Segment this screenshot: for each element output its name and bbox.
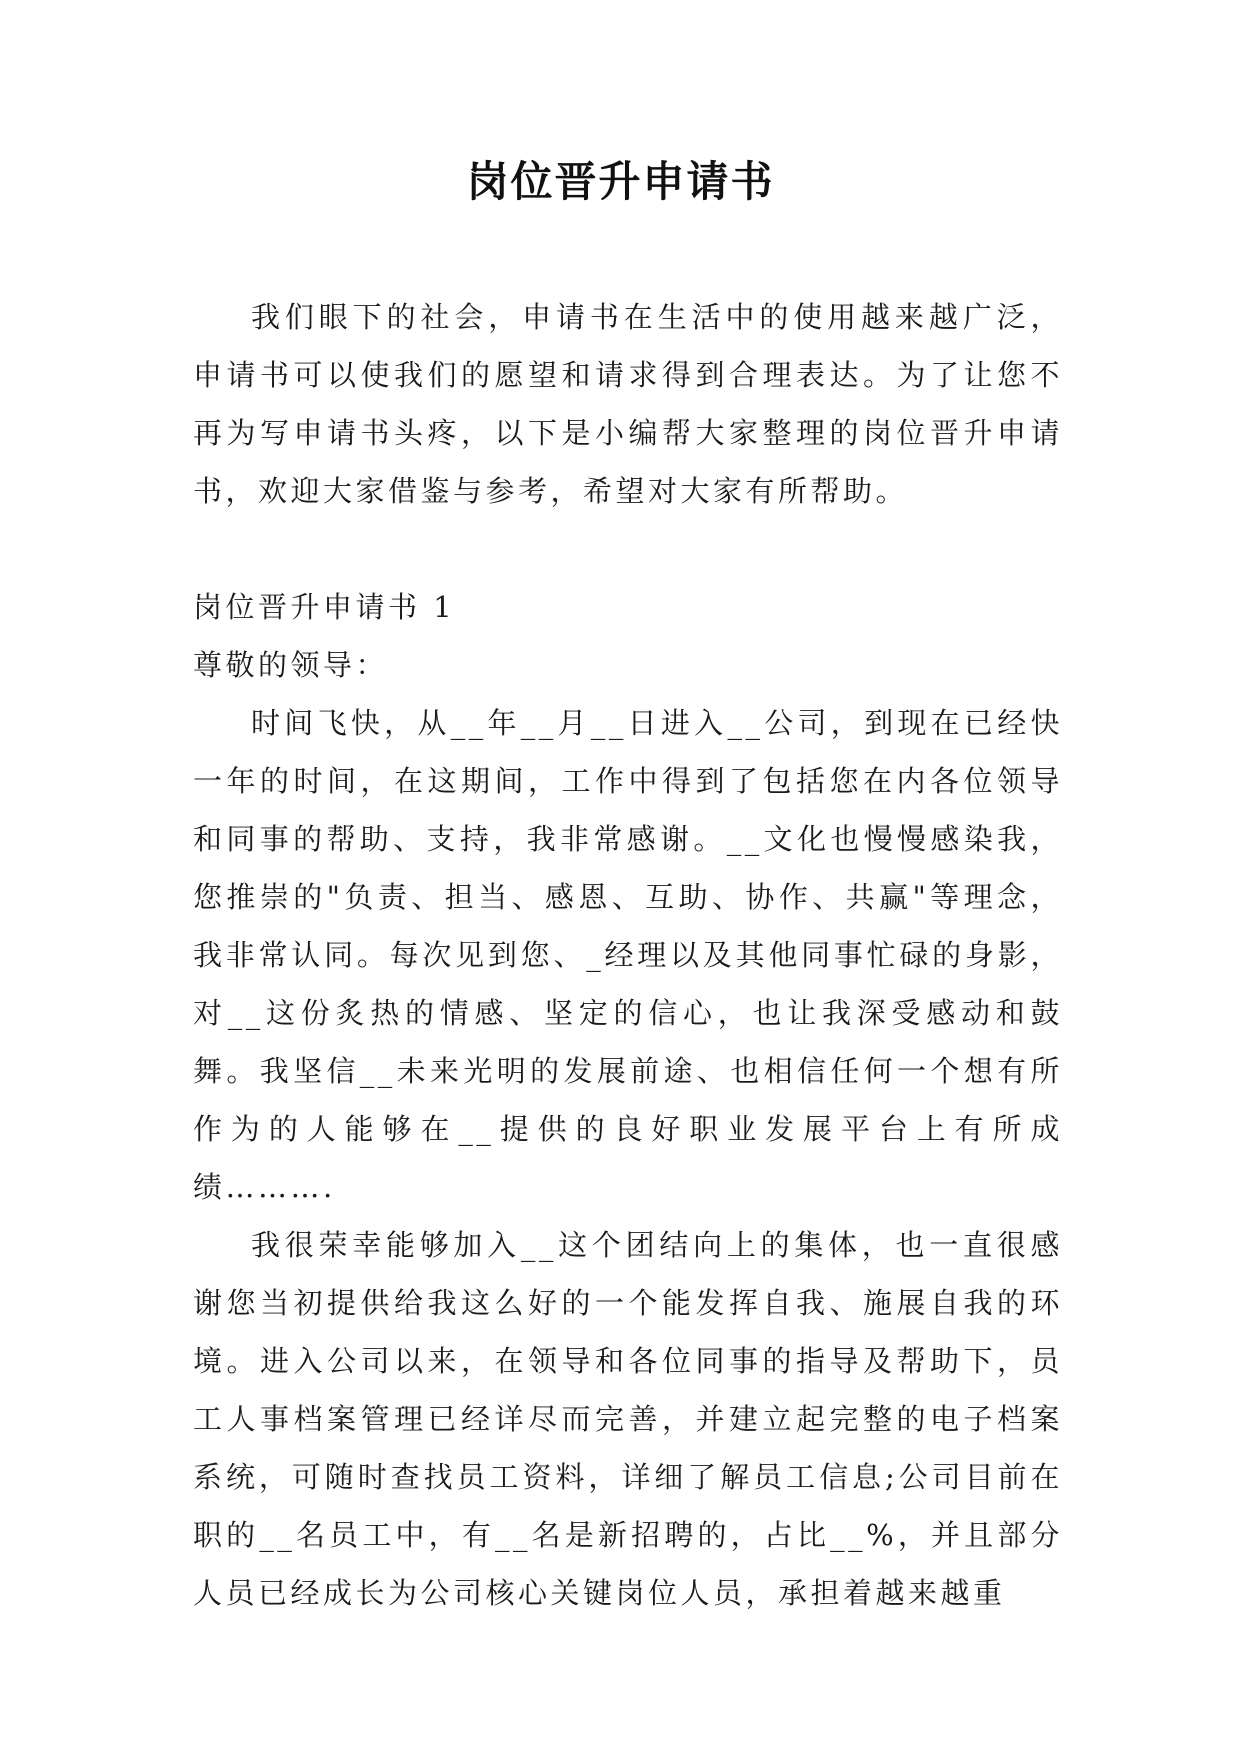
- section-heading: 岗位晋升申请书 1: [193, 590, 456, 624]
- section-block: [193, 578, 1063, 1622]
- body-paragraph: 时间飞快，从__年__月__日进入__公司，到现在已经快一年的时间，在这期间，工作中得到了包括您在内各位领导和同事的帮助、支持，我非常感谢。__文化也慢慢感染我，您推崇的"负责、担当、感恩、互助、协作、共赢"等理念，我非常认同。每次见到您、_经理以及其他同事忙碌的身影，对__这份炙热的情感、坚定的信心，也让我深受感动和鼓舞。我坚信__未来光明的发展前途、也相信任何一个想有所作为的人能够在__提供的良好职业发展平台上有所成绩……….: [193, 706, 1063, 1204]
- salutation: 尊敬的领导：: [193, 648, 389, 682]
- intro-block: [193, 288, 1063, 520]
- body-paragraph: 我很荣幸能够加入__这个团结向上的集体，也一直很感谢您当初提供给我这么好的一个能发挥自我、施展自我的环境。进入公司以来，在领导和各位同事的指导及帮助下，员工人事档案管理已经详尽而完善，并建立起完整的电子档案系统，可随时查找员工资料，详细了解员工信息;公司目前在职的__名员工中，有__名是新招聘的，占比__%，并且部分人员已经成长为公司核心关键岗位人员，承担着越来越重: [193, 1228, 1063, 1610]
- document-title: 岗位晋升申请书: [466, 157, 775, 206]
- intro-paragraph: 我们眼下的社会，申请书在生活中的使用越来越广泛，申请书可以使我们的愿望和请求得到合理表达。为了让您不再为写申请书头疼，以下是小编帮大家整理的岗位晋升申请书，欢迎大家借鉴与参考，希望对大家有所帮助。: [193, 300, 1063, 508]
